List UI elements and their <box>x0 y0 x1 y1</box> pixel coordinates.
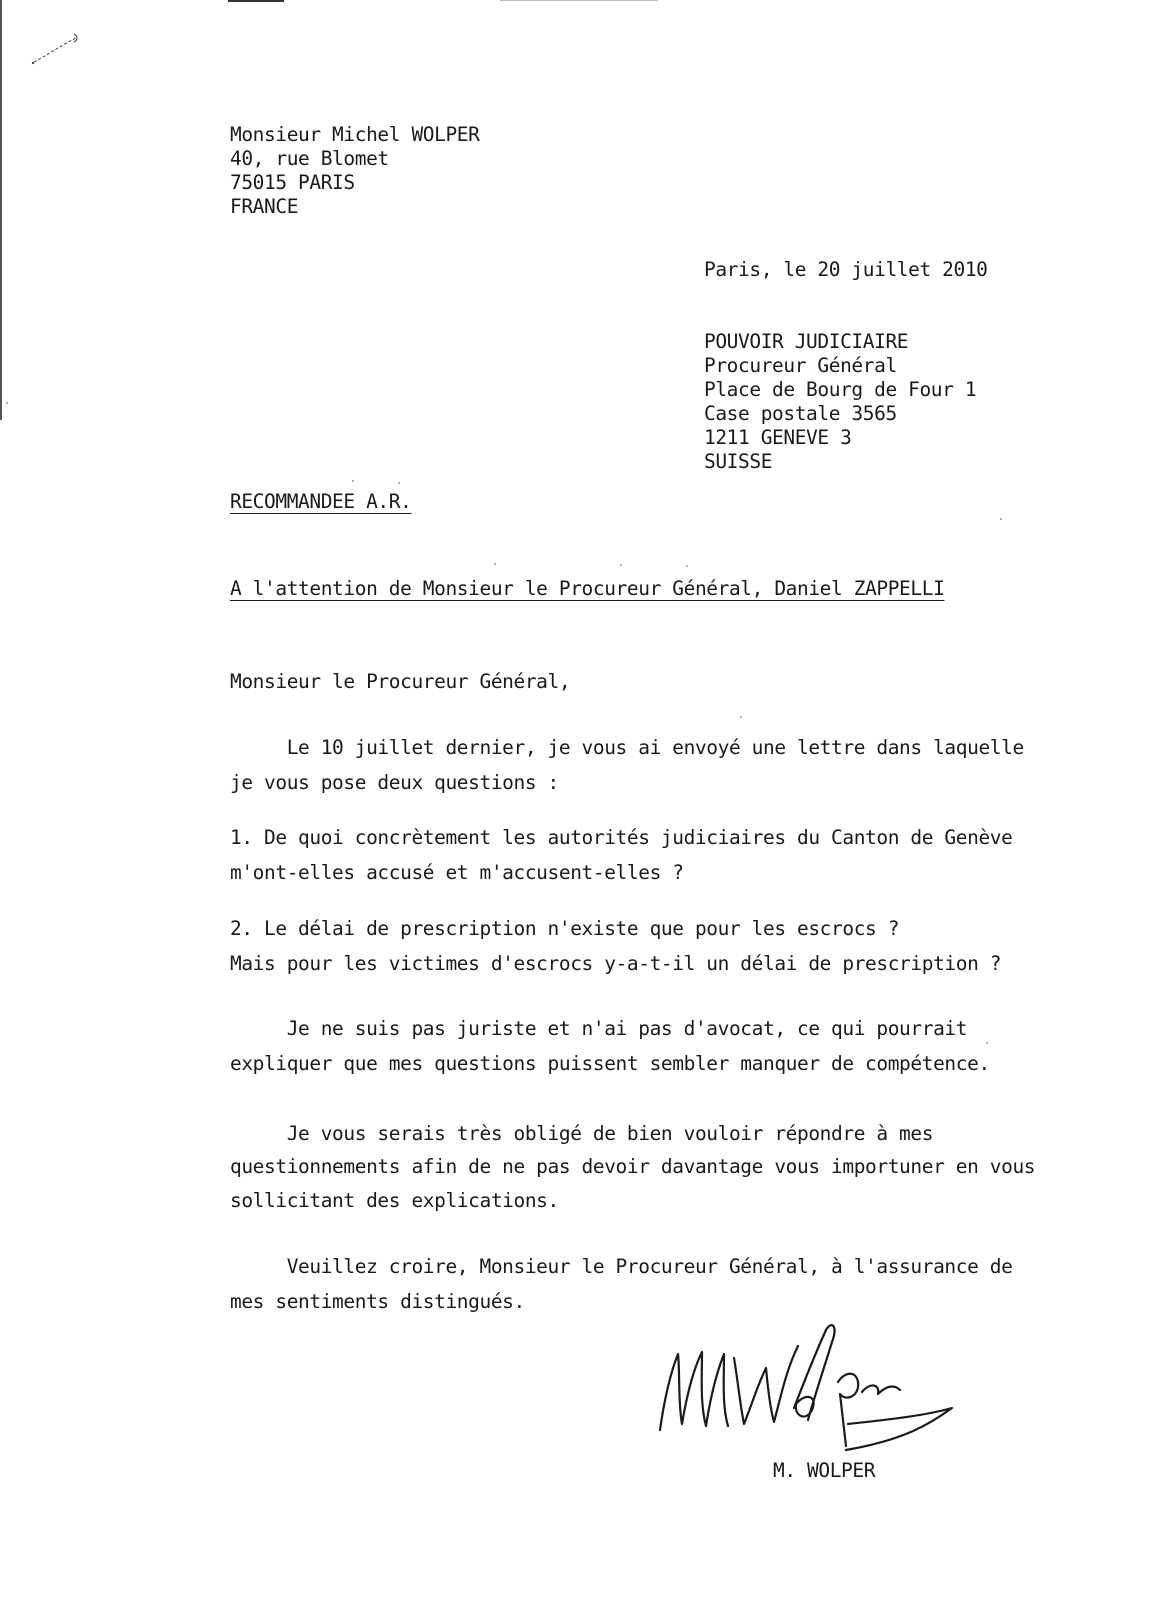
top-rule <box>228 0 284 2</box>
sender-name: Monsieur Michel WOLPER <box>230 123 480 146</box>
question-1-line-2: m'ont-elles accusé et m'accusent-elles ? <box>230 861 684 884</box>
attention-line: A l'attention de Monsieur le Procureur Général, Daniel ZAPPELLI <box>230 577 945 600</box>
sender-city: 75015 PARIS <box>230 171 355 194</box>
recipient-line3: Place de Bourg de Four 1 <box>704 378 977 401</box>
paragraph-4-line-1: Veuillez croire, Monsieur le Procureur Général, à l'assurance de <box>230 1255 1013 1278</box>
paragraph-3-line-2: questionnements afin de ne pas devoir davantage vous importuner en vous <box>230 1155 1036 1178</box>
top-rule-faint <box>500 0 658 1</box>
printed-name: M. WOLPER <box>773 1459 876 1482</box>
date-line: Paris, le 20 juillet 2010 <box>704 258 988 281</box>
question-1-line-1: 1. De quoi concrètement les autorités judiciaires du Canton de Genève <box>230 826 1013 849</box>
scan-speck <box>494 563 496 565</box>
recipient-address <box>704 330 976 474</box>
paragraph-3-line-3: sollicitant des explications. <box>230 1189 559 1212</box>
recipient-line4: Case postale 3565 <box>704 402 897 425</box>
scan-left-edge <box>0 0 2 420</box>
sender-address <box>230 123 479 219</box>
question-2-line-1: 2. Le délai de prescription n'existe que pour les escrocs ? <box>230 917 900 940</box>
scan-speck <box>620 564 622 566</box>
scan-speck <box>352 480 354 482</box>
scan-speck <box>6 402 8 404</box>
recipient-line5: 1211 GENEVE 3 <box>704 426 852 449</box>
scan-speck <box>398 482 400 484</box>
scan-speck <box>1000 518 1002 520</box>
paragraph-2-line-1: Je ne suis pas juriste et n'ai pas d'avocat, ce qui pourrait <box>230 1017 968 1040</box>
sender-street: 40, rue Blomet <box>230 147 389 170</box>
scan-speck <box>986 1042 988 1044</box>
paragraph-2-line-2: expliquer que mes questions puissent sembler manquer de compétence. <box>230 1052 990 1075</box>
paragraph-3-line-1: Je vous serais très obligé de bien vouloir répondre à mes <box>230 1122 934 1145</box>
paragraph-4-line-2: mes sentiments distingués. <box>230 1290 525 1313</box>
paragraph-1-line-2: je vous pose deux questions : <box>230 771 559 794</box>
salutation: Monsieur le Procureur Général, <box>230 670 571 693</box>
recipient-line1: POUVOIR JUDICIAIRE <box>704 330 909 353</box>
stray-pen-mark <box>30 32 82 66</box>
recipient-line6: SUISSE <box>704 450 773 473</box>
mail-type: RECOMMANDEE A.R. <box>230 490 412 513</box>
recipient-line2: Procureur Général <box>704 354 897 377</box>
handwritten-signature <box>648 1312 958 1452</box>
scan-speck <box>686 565 688 567</box>
paragraph-1-line-1: Le 10 juillet dernier, je vous ai envoyé une lettre dans laquelle <box>230 736 1024 759</box>
sender-country: FRANCE <box>230 195 299 218</box>
scan-speck <box>740 716 742 718</box>
question-2-line-2: Mais pour les victimes d'escrocs y-a-t-il un délai de prescription ? <box>230 952 1002 975</box>
